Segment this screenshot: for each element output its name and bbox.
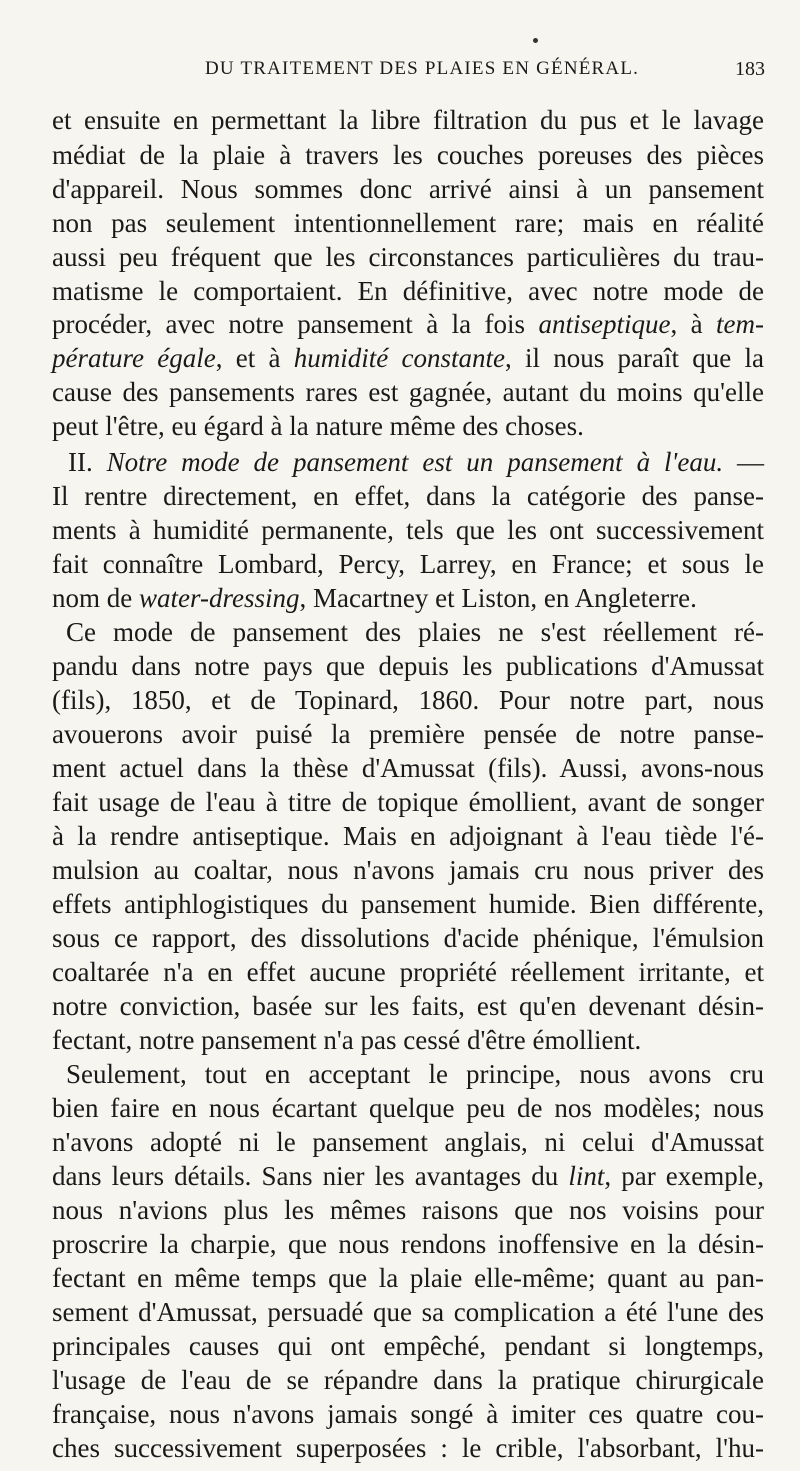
text-line — [52, 205, 764, 241]
text-line — [52, 750, 764, 786]
text-span: , à — [670, 309, 717, 339]
text-line — [52, 102, 764, 138]
text-span: ments à humidité permanente, tels que les ont successivement — [52, 515, 764, 545]
text-line — [52, 374, 764, 410]
text-span: fait connaître Lombard, Percy, Larrey, en France; et sous le — [52, 549, 764, 579]
italic-text: tem- — [716, 309, 765, 339]
text-line — [52, 920, 764, 956]
text-line — [52, 1260, 764, 1296]
text-line — [52, 886, 764, 922]
text-span: , et à — [215, 343, 294, 373]
text-line — [52, 852, 764, 888]
text-span: à la rendre antiseptique. Mais en adjoignant à l'eau tiède l'é- — [52, 821, 764, 851]
italic-text: pérature égale — [52, 343, 216, 373]
text-span: fectant, notre pansement n'a pas cessé d'être émollient. — [52, 1025, 642, 1055]
text-line — [52, 1090, 764, 1126]
italic-text: lint — [568, 1161, 605, 1191]
text-line — [52, 1192, 764, 1228]
ink-dot — [533, 38, 538, 43]
text-span: , Macartney et Liston, en Angleterre. — [299, 583, 697, 613]
text-span: fait usage de l'eau à titre de topique émollient, avant de songer — [52, 787, 764, 817]
text-span: n'avons adopté ni le pansement anglais, ni celui d'Amussat — [52, 1127, 764, 1157]
text-span: fectant en même temps que la plaie elle-même; quant au pan- — [52, 1263, 764, 1293]
text-span: Ce mode de pansement des plaies ne s'est réellement ré- — [66, 617, 764, 647]
text-line — [52, 988, 764, 1024]
text-span: cause des pansements rares est gagnée, autant du moins qu'elle — [52, 377, 764, 407]
text-span: (fils), 1850, et de Topinard, 1860. Pour notre part, nous — [52, 685, 764, 715]
text-line — [52, 546, 764, 582]
text-line — [52, 1362, 764, 1398]
text-span: ment actuel dans la thèse d'Amussat (fils). Aussi, avons-nous — [52, 753, 764, 783]
text-line — [52, 954, 764, 990]
text-span: et ensuite en permettant la libre filtration du pus et le lavage — [52, 105, 764, 135]
text-line — [52, 1328, 764, 1364]
italic-text: humidité constante — [293, 343, 505, 373]
text-span: nous n'avions plus les mêmes raisons que nos voisins pour — [52, 1195, 764, 1225]
italic-text: antiseptique — [538, 309, 671, 339]
text-span: ches successivement superposées : le crible, l'absorbant, l'hu- — [52, 1433, 764, 1463]
text-span: avouerons avoir puisé la première pensée de notre panse- — [52, 719, 764, 749]
text-line — [52, 648, 764, 684]
text-span: matisme le comportaient. En définitive, avec notre mode de — [52, 276, 764, 306]
text-line — [52, 1022, 764, 1058]
text-span: française, nous n'avons jamais songé à imiter ces quatre cou- — [52, 1399, 764, 1429]
text-line — [52, 1294, 764, 1330]
text-span: mulsion au coaltar, nous n'avons jamais cru nous priver des — [52, 855, 764, 885]
text-span: médiat de la plaie à travers les couches poreuses des pièces — [52, 140, 764, 170]
text-line — [66, 614, 764, 650]
text-span: peut l'être, eu égard à la nature même des choses. — [52, 411, 584, 441]
text-line — [52, 512, 764, 548]
text-span: Seulement, tout en acceptant le principe, nous avons cru — [66, 1059, 764, 1089]
text-line — [52, 340, 764, 376]
text-line — [52, 1396, 764, 1432]
text-span: d'appareil. Nous sommes donc arrivé ainsi à un pansement — [52, 174, 764, 204]
running-head: DU TRAITEMENT DES PLAIES EN GÉNÉRAL. — [205, 58, 640, 79]
text-span: pandu dans notre pays que depuis les publications d'Amussat — [52, 651, 764, 681]
text-span: coaltarée n'a en effet aucune propriété réellement irritante, et — [52, 957, 764, 987]
text-line — [52, 137, 764, 173]
italic-text: water-dressing — [139, 583, 300, 613]
text-line — [52, 408, 764, 444]
text-line — [52, 273, 764, 309]
text-span: l'usage de l'eau de se répandre dans la pratique chirurgicale — [52, 1365, 764, 1395]
text-span: nom de — [52, 583, 139, 613]
text-line — [52, 306, 764, 342]
text-line — [52, 682, 764, 718]
text-line — [52, 1158, 764, 1194]
text-span: sement d'Amussat, persuadé que sa complication a été l'une des — [52, 1297, 764, 1327]
text-span: , il nous paraît que la — [504, 343, 764, 373]
text-line — [52, 818, 764, 854]
text-line — [52, 171, 764, 207]
page-number: 183 — [735, 58, 765, 80]
text-span: Il rentre directement, en effet, dans la catégorie des panse- — [52, 481, 764, 511]
text-line — [66, 1056, 764, 1092]
text-line — [52, 580, 764, 616]
text-span: — — [723, 447, 765, 477]
text-span: non pas seulement intentionnellement rare; mais en réalité — [52, 208, 764, 238]
text-span: procéder, avec notre pansement à la fois — [52, 309, 539, 339]
text-line — [52, 784, 764, 820]
text-line — [52, 239, 764, 275]
text-span: proscrire la charpie, que nous rendons inoffensive en la désin- — [52, 1229, 764, 1259]
text-line — [68, 444, 764, 480]
text-line — [52, 1226, 764, 1262]
text-span: bien faire en nous écartant quelque peu de nos modèles; nous — [52, 1093, 764, 1123]
text-span: II. — [68, 447, 107, 477]
text-line — [52, 478, 764, 514]
text-span: notre conviction, basée sur les faits, est qu'en devenant désin- — [52, 991, 764, 1021]
text-span: sous ce rapport, des dissolutions d'acide phénique, l'émulsion — [52, 923, 764, 953]
text-line — [52, 716, 764, 752]
text-span: effets antiphlogistiques du pansement humide. Bien différente, — [52, 889, 764, 919]
text-span: aussi peu fréquent que les circonstances particulières du trau- — [52, 242, 764, 272]
text-span: dans leurs détails. Sans nier les avantages du — [52, 1161, 569, 1191]
text-span: principales causes qui ont empêché, pendant si longtemps, — [52, 1331, 764, 1361]
text-line — [52, 1430, 764, 1466]
text-line — [52, 1124, 764, 1160]
text-span: , par exemple, — [604, 1161, 764, 1191]
italic-text: Notre mode de pansement est un pansement à l'eau. — [106, 447, 724, 477]
